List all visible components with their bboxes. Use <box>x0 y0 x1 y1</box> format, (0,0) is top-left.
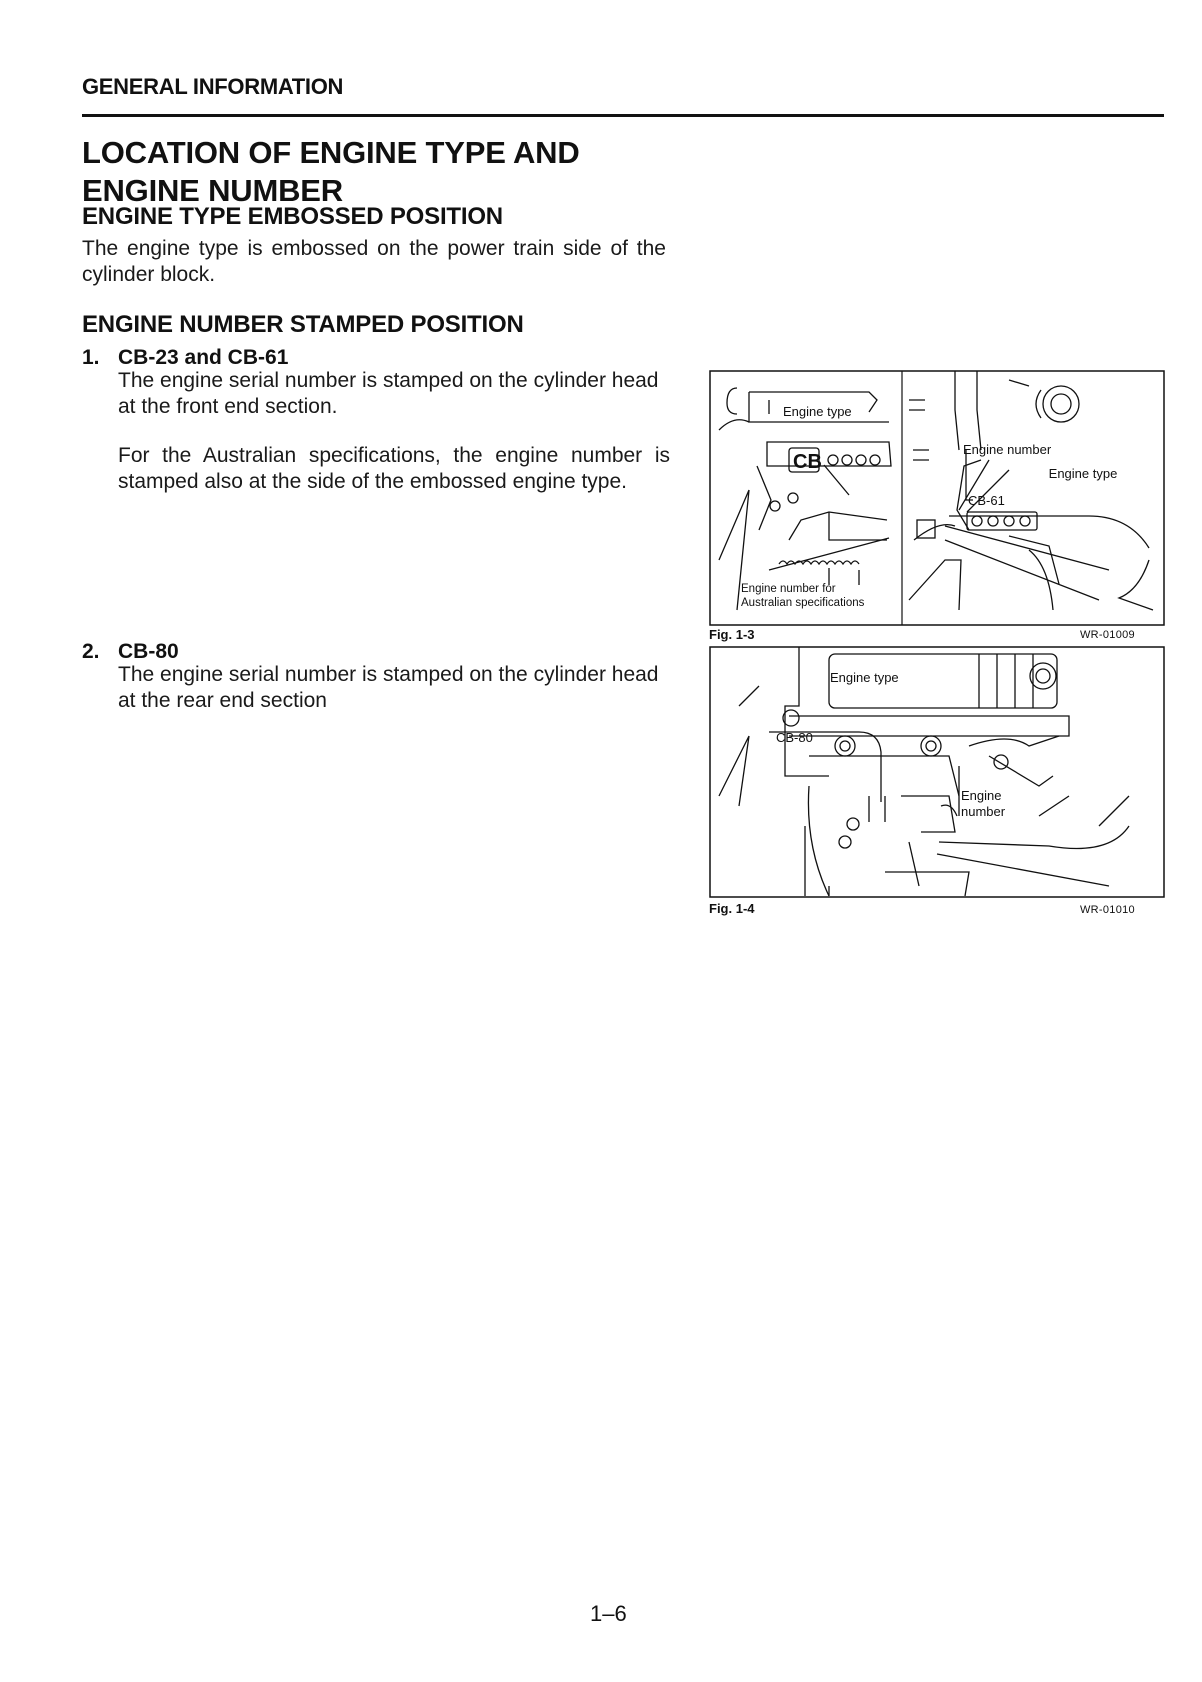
fig1-engine-number-right: Engine number <box>963 442 1052 457</box>
item2-number: 2. <box>82 640 100 663</box>
fig2-number: number <box>961 804 1006 819</box>
fig1-australian-specs: Australian specifications <box>741 597 865 609</box>
item2-para1: The engine serial number is stamped on the cylinder head at the rear end section <box>118 663 659 712</box>
page-title-line1: LOCATION OF ENGINE TYPE AND <box>82 135 580 170</box>
fig2-code: WR-01010 <box>1080 904 1135 916</box>
figure-1-4 <box>709 646 1165 898</box>
item1-para1: The engine serial number is stamped on the cylinder head at the front end section. <box>118 369 659 418</box>
section-label: GENERAL INFORMATION <box>82 74 344 99</box>
fig2-label: Fig. 1-4 <box>709 901 755 916</box>
fig1-engine-type-right: Engine type <box>1048 466 1118 481</box>
embossed-text: The engine type is embossed on the power train side of the cylinder block. <box>82 237 666 286</box>
fig2-engine-type: Engine type <box>830 670 899 685</box>
fig2-engine: Engine <box>961 788 1002 803</box>
embossed-heading: ENGINE TYPE EMBOSSED POSITION <box>82 203 503 230</box>
item1-label: CB-23 and CB-61 <box>118 346 289 369</box>
header-rule <box>82 114 1164 117</box>
fig1-engine-type-left: Engine type <box>783 404 852 419</box>
item2-label: CB-80 <box>118 640 179 663</box>
item1-para2: For the Australian specifications, the engine number is stamped also at the side of the embossed engine type. <box>118 444 670 493</box>
page-number: 1–6 <box>590 1601 627 1626</box>
page-title <box>82 134 580 210</box>
fig1-code: WR-01009 <box>1080 629 1135 641</box>
fig1-cb-mark: CB <box>793 451 822 473</box>
fig2-cb80: CB-80 <box>776 730 813 745</box>
fig1-label: Fig. 1-3 <box>709 627 755 642</box>
fig1-engine-number-for: Engine number for <box>741 583 836 595</box>
figure-1-3 <box>709 370 1165 626</box>
stamped-heading: ENGINE NUMBER STAMPED POSITION <box>82 311 524 338</box>
fig1-cb61: CB-61 <box>968 493 1005 508</box>
item1-number: 1. <box>82 346 100 369</box>
page-title-line2: ENGINE NUMBER <box>82 173 343 208</box>
